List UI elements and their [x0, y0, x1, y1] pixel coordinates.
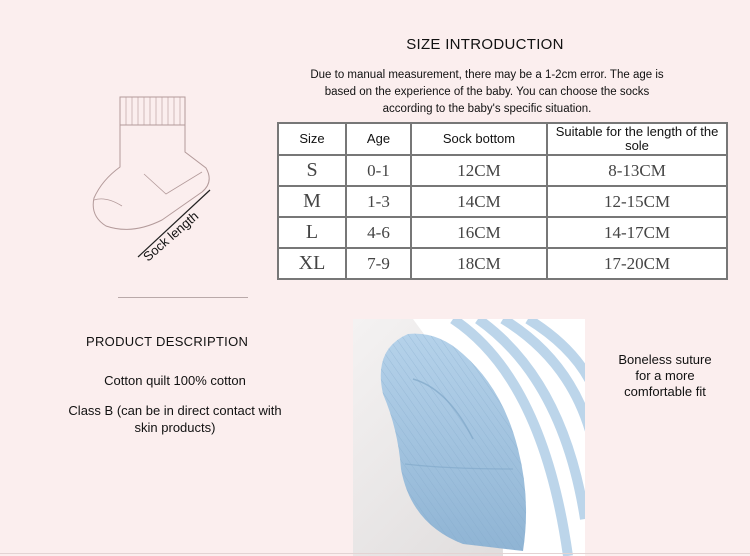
header-size: Size — [278, 123, 346, 155]
table-row — [278, 186, 727, 217]
cell-age: 1-3 — [346, 186, 411, 217]
material-text: Cotton quilt 100% cotton — [104, 373, 246, 388]
note-line: based on the experience of the baby. You can choose the socks — [324, 86, 650, 98]
cell-size: L — [278, 217, 346, 248]
cell-sole-length: 12-15CM — [547, 186, 727, 217]
cell-sock-bottom: 18CM — [411, 248, 547, 279]
table-row — [278, 155, 727, 186]
feature-text — [600, 352, 730, 400]
header-sock-bottom: Sock bottom — [411, 123, 547, 155]
sock-size-diagram — [80, 92, 250, 277]
header-sole-length: Suitable for the length of the sole — [547, 123, 727, 155]
header-age: Age — [346, 123, 411, 155]
cell-size: S — [278, 155, 346, 186]
divider — [0, 553, 750, 554]
cell-sole-length: 8-13CM — [547, 155, 727, 186]
cell-size: M — [278, 186, 346, 217]
feature-line: comfortable fit — [624, 384, 706, 399]
note-line: Due to manual measurement, there may be a 1-2cm error. The age is — [310, 69, 664, 81]
sock-closeup-photo — [353, 319, 585, 556]
cell-size: XL — [278, 248, 346, 279]
table-header-row — [278, 123, 727, 155]
note-line: according to the baby's specific situation. — [382, 103, 592, 115]
feature-line: for a more — [635, 368, 695, 383]
grade-line: Class B (can be in direct contact with — [68, 403, 282, 418]
size-table — [277, 122, 728, 280]
table-row — [278, 217, 727, 248]
grade-line: skin products) — [134, 420, 216, 435]
cell-age: 7-9 — [346, 248, 411, 279]
product-description-heading: PRODUCT DESCRIPTION — [86, 334, 249, 349]
measurement-note — [282, 67, 692, 118]
cell-sock-bottom: 16CM — [411, 217, 547, 248]
cell-sole-length: 14-17CM — [547, 217, 727, 248]
feature-line: Boneless suture — [618, 352, 712, 367]
cell-sole-length: 17-20CM — [547, 248, 727, 279]
cell-sock-bottom: 12CM — [411, 155, 547, 186]
size-introduction-title: SIZE INTRODUCTION — [406, 36, 564, 53]
cell-age: 0-1 — [346, 155, 411, 186]
cell-sock-bottom: 14CM — [411, 186, 547, 217]
table-row — [278, 248, 727, 279]
cell-age: 4-6 — [346, 217, 411, 248]
divider — [118, 297, 248, 298]
grade-text — [40, 402, 310, 436]
sock-length-label: Sock length — [140, 208, 202, 265]
